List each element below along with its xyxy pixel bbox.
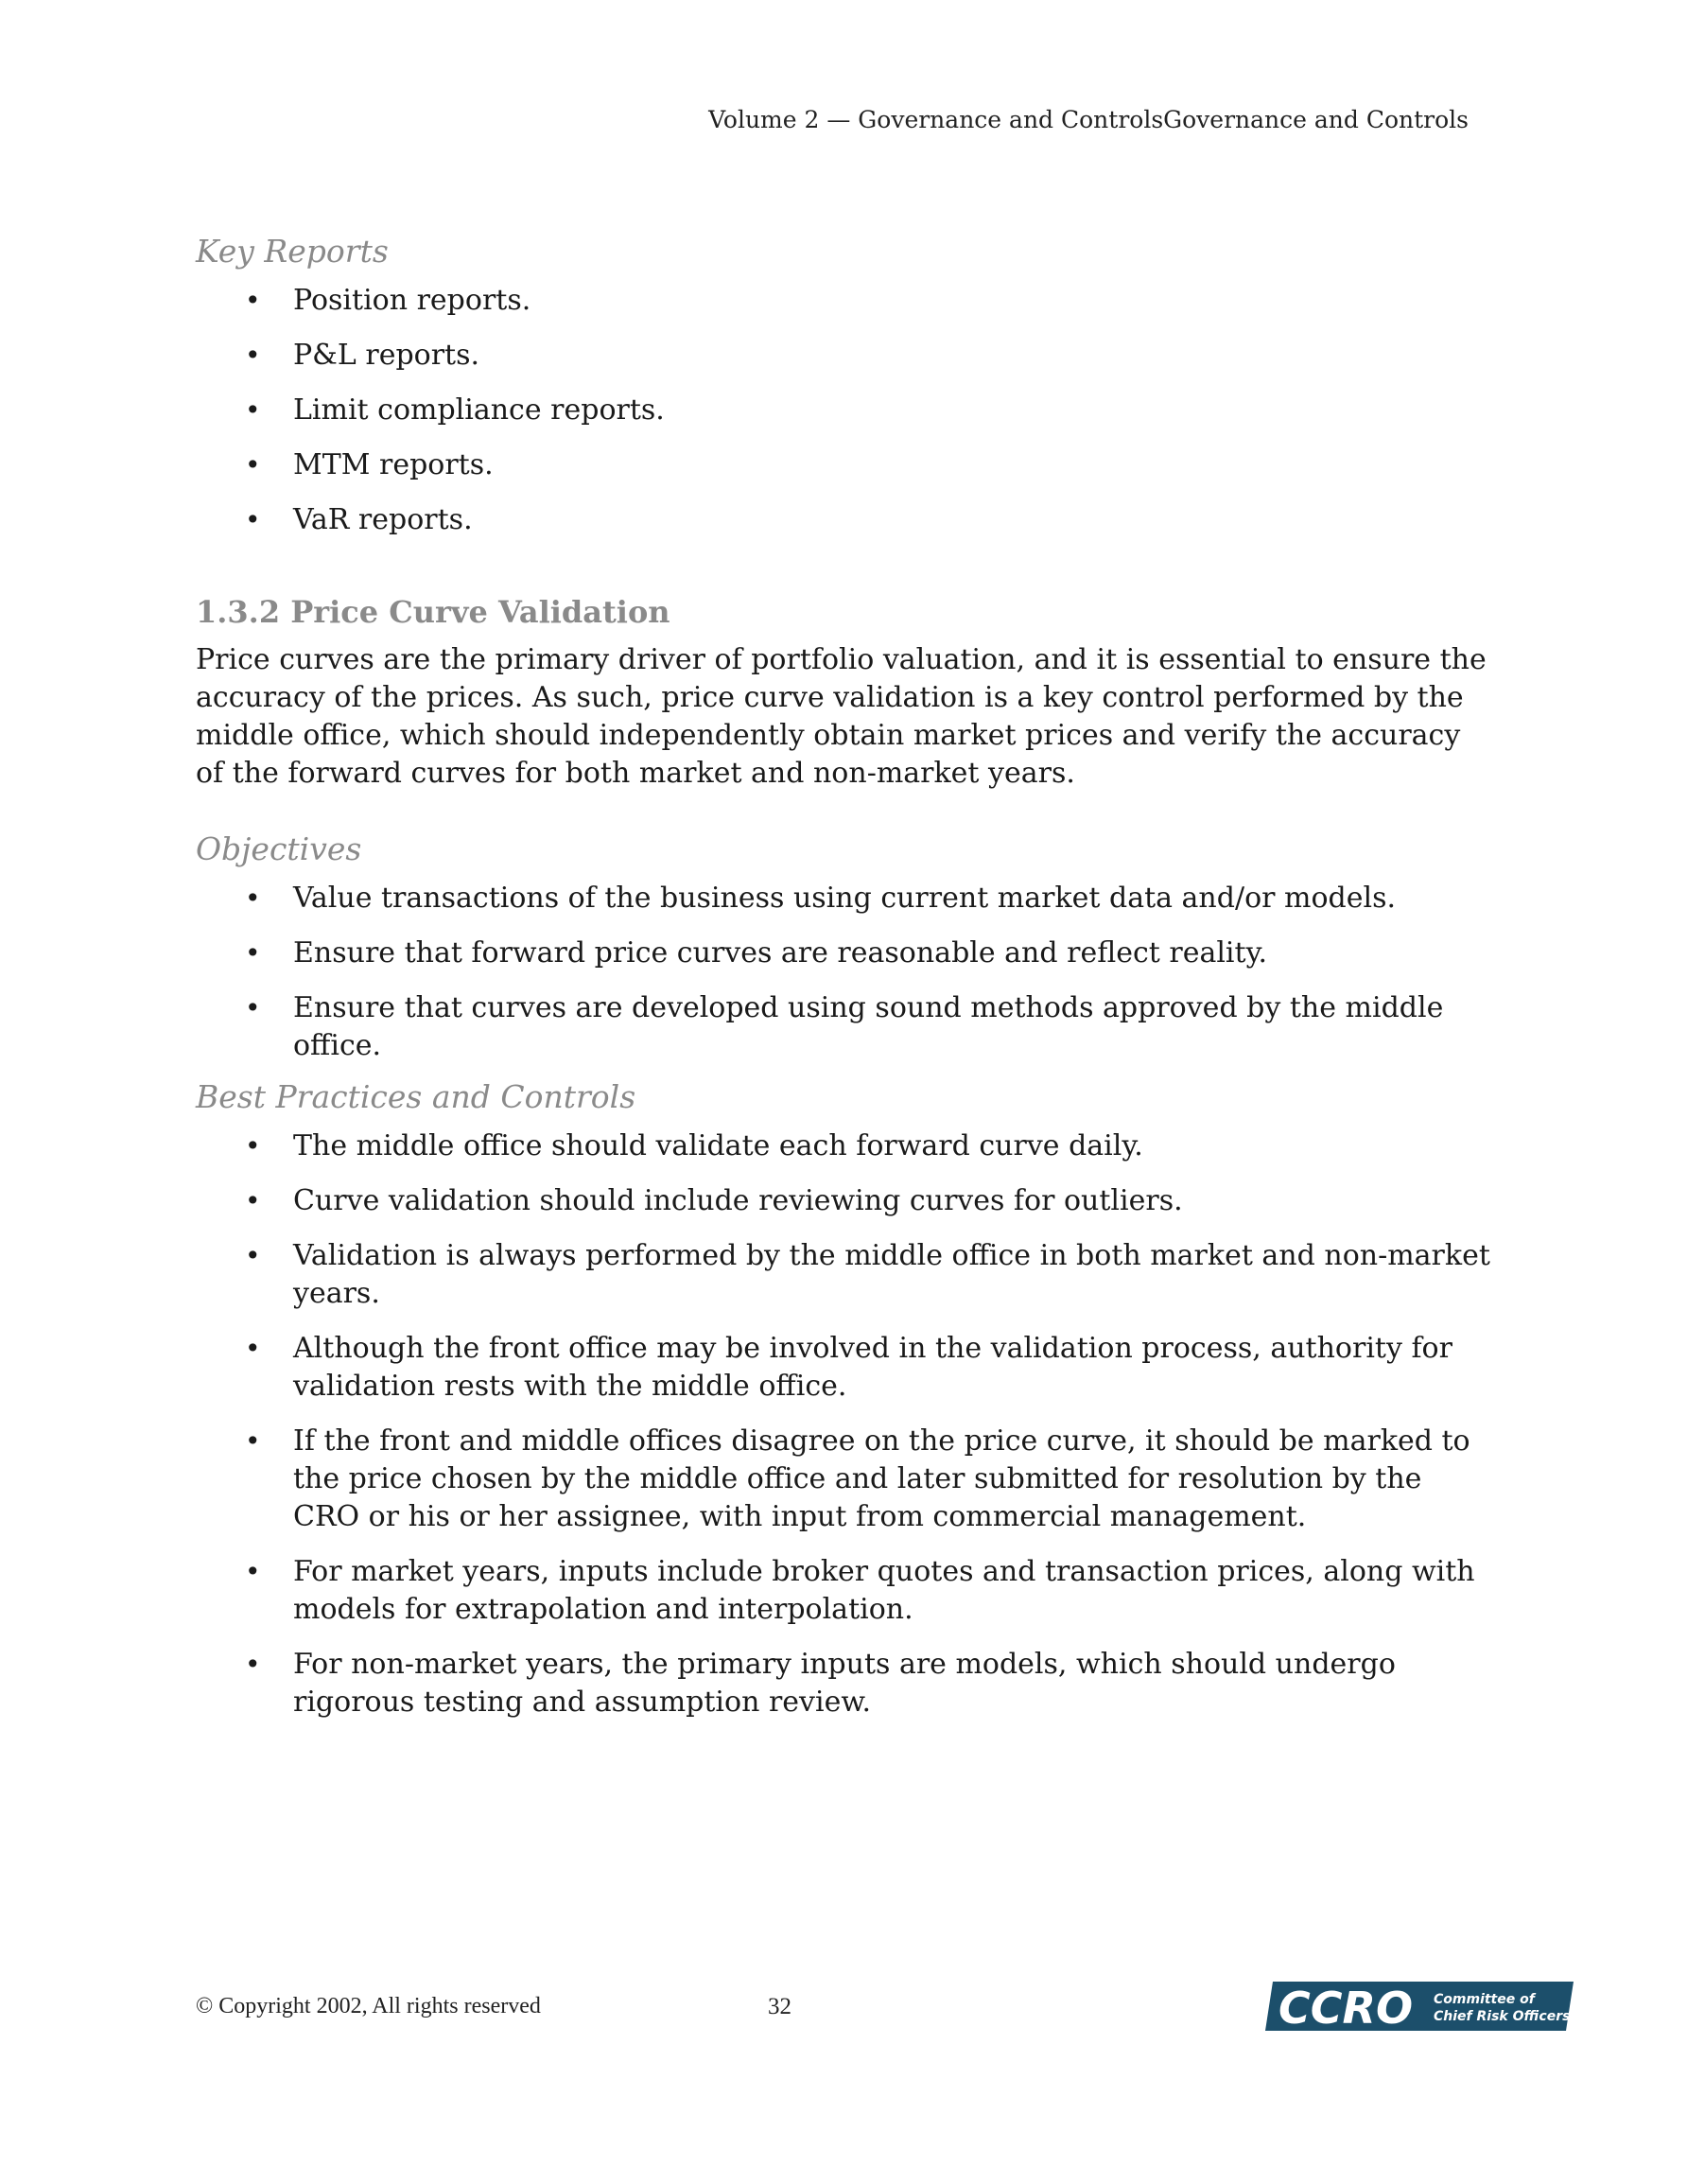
bullet-icon: • (245, 992, 261, 1023)
list-item: • For non-market years, the primary inputs are models, which should undergo rigorous testing and assumption review. (245, 1648, 1396, 1719)
bullet-icon: • (245, 394, 261, 426)
page-number: 32 (768, 1994, 791, 2019)
section-paragraph: Price curves are the primary driver of portfolio valuation, and it is essential to ensure the accuracy of the prices. As such, price curve validation is a key control performed by the middle office, which should independently obtain market prices and verify the accuracy of the forward curves for both market and non-market years. (196, 643, 1487, 790)
bullet-icon: • (245, 1649, 261, 1680)
logo-mark: CCRO (1278, 1983, 1414, 2031)
bullet-icon: • (245, 1333, 261, 1364)
list-item: • MTM reports. (196, 446, 1491, 484)
list-item: • Validation is always performed by the middle office in both market and non-market years. (245, 1239, 1490, 1310)
key-reports-list (196, 282, 1491, 556)
key-reports-heading: Key Reports (196, 233, 389, 270)
list-item: • Ensure that curves are developed using sound methods approved by the middle office. (245, 991, 1444, 1062)
objectives-list (196, 880, 1491, 1082)
bullet-icon: • (245, 882, 261, 914)
bullet-icon: • (245, 937, 261, 969)
section-heading: 1.3.2 Price Curve Validation (196, 594, 670, 630)
objectives-heading: Objectives (196, 830, 362, 867)
ccro-logo (1265, 1982, 1574, 2031)
bullet-icon: • (245, 504, 261, 535)
bullet-icon: • (245, 340, 261, 371)
bullet-icon: • (245, 1425, 261, 1457)
list-item: • P&L reports. (196, 337, 1491, 375)
list-item: • Limit compliance reports. (196, 392, 1491, 429)
bullet-icon: • (245, 1240, 261, 1271)
bullet-icon: • (245, 285, 261, 316)
copyright-notice: © Copyright 2002, All rights reserved (196, 1994, 541, 2018)
list-item: • The middle office should validate each forward curve daily. (196, 1127, 1491, 1165)
bullet-icon: • (245, 1130, 261, 1162)
bullet-icon: • (245, 449, 261, 480)
list-item: • VaR reports. (196, 501, 1491, 539)
best-practices-list (196, 1127, 1491, 1738)
bullet-icon: • (245, 1185, 261, 1216)
list-item: • Position reports. (196, 282, 1491, 320)
logo-subtext-line1: Committee of (1434, 1992, 1535, 2007)
list-item: • Curve validation should include reviewing curves for outliers. (196, 1182, 1491, 1220)
list-item: • For market years, inputs include broker quotes and transaction prices, along with models for extrapolation and interpolation. (245, 1555, 1475, 1626)
list-item: • Although the front office may be involved in the validation process, authority for validation rests with the middle office. (245, 1332, 1452, 1403)
bullet-icon: • (245, 1556, 261, 1587)
list-item: • Ensure that forward price curves are reasonable and reflect reality. (196, 935, 1491, 972)
list-item: • If the front and middle offices disagree on the price curve, it should be marked to the price chosen by the middle office and later submitted for resolution by the CRO or his or her assignee, with input from commercial management. (245, 1424, 1470, 1533)
logo-subtext-line2: Chief Risk Officers (1434, 2009, 1571, 2024)
running-header: Volume 2 — Governance and ControlsGovernance and Controls (708, 106, 1469, 133)
list-item: • Value transactions of the business using current market data and/or models. (196, 880, 1491, 917)
best-practices-heading: Best Practices and Controls (196, 1078, 636, 1115)
